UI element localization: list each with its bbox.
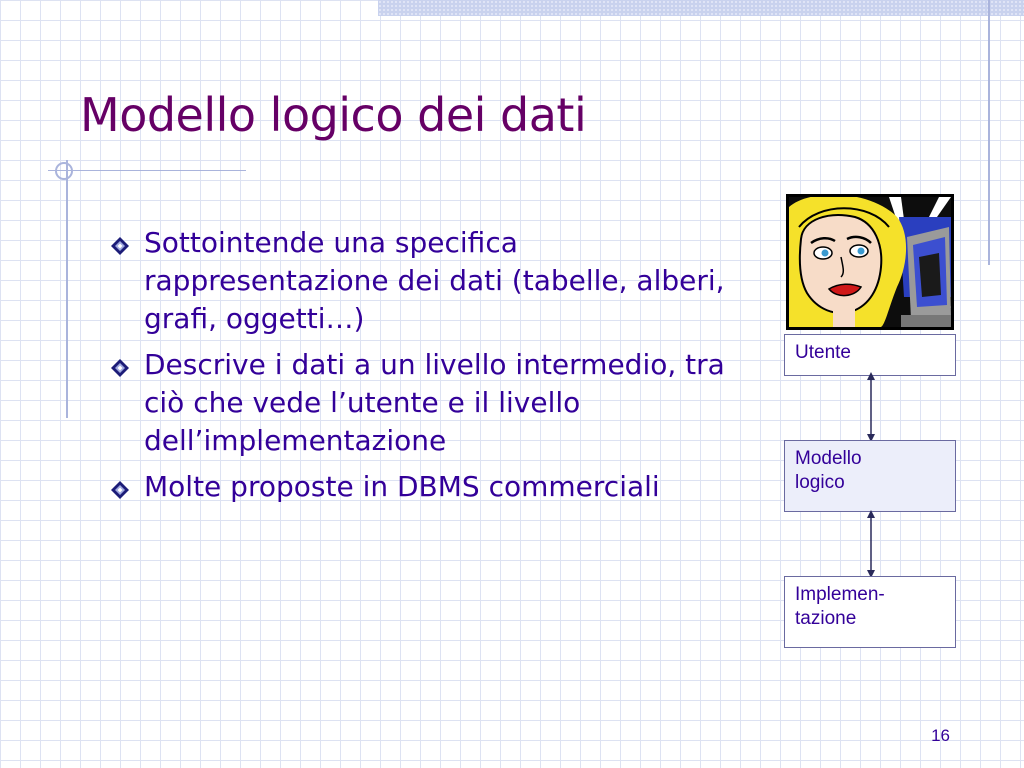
woman-at-computer-illustration [789,197,951,327]
bullet-item [104,346,744,460]
decorative-top-band [378,0,1024,16]
title-underline [48,170,246,171]
bullet-text: Molte proposte in DBMS commerciali [144,470,660,503]
bullet-item [104,224,744,338]
bidirectional-arrow-icon [862,372,880,442]
diamond-bullet-icon [110,480,130,500]
diamond-bullet-icon [110,358,130,378]
decorative-right-line [988,0,990,265]
bullet-text: Sottointende una specifica rappresentazione dei dati (tabelle, alberi, grafi, oggetti…) [144,226,725,335]
diamond-bullet-icon [110,236,130,256]
implementation-box: Implemen- tazione [784,576,956,648]
bidirectional-arrow-icon [862,510,880,578]
user-box: Utente [784,334,956,376]
bullet-item [104,468,744,506]
slide-title: Modello logico dei dati [80,88,587,142]
decorative-left-line [66,160,68,418]
bullet-text: Descrive i dati a un livello intermedio, tra ciò che vede l’utente e il livello dell’implementazione [144,348,725,457]
user-clipart [786,194,954,330]
logical-model-box: Modello logico [784,440,956,512]
page-number: 16 [931,726,950,745]
decorative-circle [55,162,73,180]
bullet-list [104,224,744,514]
